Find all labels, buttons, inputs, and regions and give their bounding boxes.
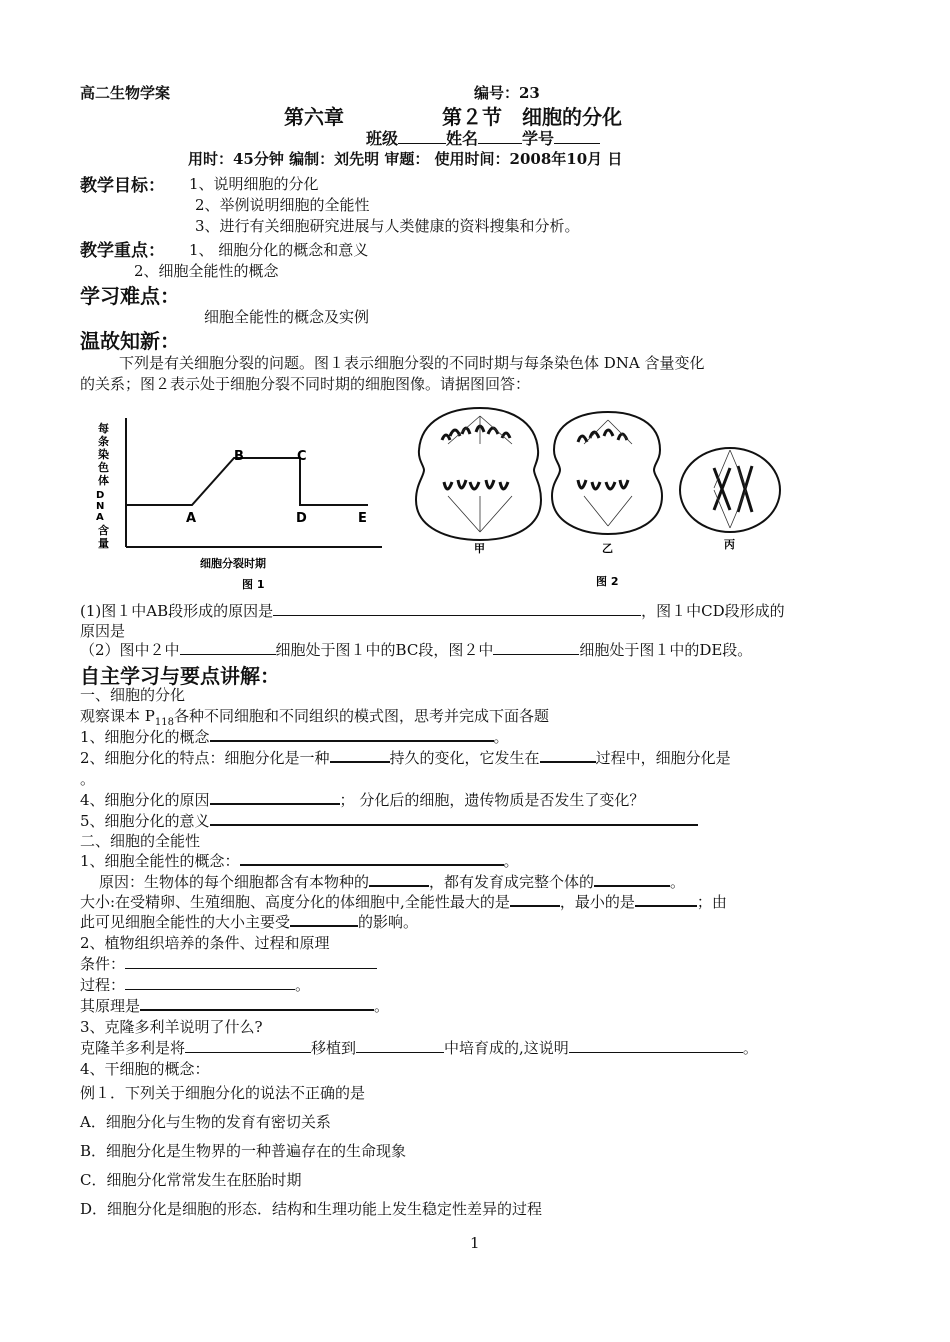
review-label: 温故知新： xyxy=(80,329,180,353)
course-title: 高二生物学案 xyxy=(80,84,171,102)
item-1-text: 1、细胞分化的概念 xyxy=(80,728,210,746)
item-2-text-a: 2、细胞分化的特点：细胞分化是一种 xyxy=(80,749,330,767)
size-text-c: ；由 xyxy=(696,893,727,911)
item-5-significance xyxy=(80,810,698,831)
point-a-label: A xyxy=(186,511,197,526)
key-points-label: 教学重点： xyxy=(80,241,165,261)
figure-1-caption: 图 1 xyxy=(242,578,265,591)
option-d: D．细胞分化是细胞的形态．结构和生理功能上发生稳定性差异的过程 xyxy=(80,1200,543,1218)
q1-text-a: (1)图１中AB段形成的原因是 xyxy=(80,602,274,620)
cell-bing xyxy=(680,448,780,532)
cell-jia xyxy=(416,408,541,540)
section-title: 第２节 细胞的分化 xyxy=(442,105,622,129)
q2-text-c: 细胞处于图１中的DE段。 xyxy=(579,641,753,659)
clone-answer-field-1[interactable] xyxy=(185,1038,311,1053)
goal-item-2: 2、举例说明细胞的全能性 xyxy=(195,196,370,214)
q2-text-b: 细胞处于图１中的BC段，图２中 xyxy=(275,641,494,659)
condition-line xyxy=(80,953,377,974)
item-4-text-b: ； 分化后的细胞，遗传物质是否发生了变化？ xyxy=(339,791,645,809)
option-a: A．细胞分化与生物的发育有密切关系 xyxy=(80,1113,331,1131)
item-4-text-a: 4、细胞分化的原因 xyxy=(80,791,210,809)
point-d-label: D xyxy=(296,511,307,526)
item-2-answer-field-2[interactable] xyxy=(540,747,596,763)
condition-answer-field[interactable] xyxy=(125,954,377,969)
item-2-answer-field-1[interactable] xyxy=(330,747,390,763)
reason-answer-field-2[interactable] xyxy=(594,871,670,887)
review-line-2: 的关系；图２表示处于细胞分裂不同时期的细胞图像。请据图回答： xyxy=(80,375,531,393)
item-4-reason xyxy=(80,789,644,810)
t1-answer-field[interactable] xyxy=(240,850,504,866)
self-study-label: 自主学习与要点讲解： xyxy=(80,664,280,688)
cell-jia-label: 甲 xyxy=(474,542,485,555)
principle-answer-field[interactable] xyxy=(140,995,374,1011)
review-line-1: 下列是有关细胞分裂的问题。图１表示细胞分裂的不同时期与每条染色体 DNA 含量变化 xyxy=(119,354,705,372)
clone-text-b: 移植到 xyxy=(311,1039,357,1057)
name-field[interactable] xyxy=(478,129,522,144)
observe-text-a: 观察课本 P xyxy=(80,707,155,725)
clone-answer-field-2[interactable] xyxy=(356,1038,444,1053)
size-answer-field-1[interactable] xyxy=(510,891,560,907)
reason-answer-field-1[interactable] xyxy=(369,871,429,887)
goal-item-1: 1、说明细胞的分化 xyxy=(189,175,319,193)
doc-number: 编号：23 xyxy=(474,84,540,102)
observe-page-number: 118 xyxy=(154,717,174,728)
student-no-label: 学号 xyxy=(522,129,555,148)
goals-label: 教学目标： xyxy=(80,176,165,196)
cell-bing-label: 丙 xyxy=(724,538,735,551)
figure-2-cell-images xyxy=(408,400,788,590)
totipotency-reason xyxy=(99,871,685,892)
cell-yi xyxy=(552,412,662,534)
key-point-2: 2、细胞全能性的概念 xyxy=(134,262,279,280)
clone-line xyxy=(80,1037,758,1058)
reason-text-a: 原因：生物体的每个细胞都含有本物种的 xyxy=(99,873,370,891)
q2-answer-field-1[interactable] xyxy=(180,640,276,655)
q1-text-c: 原因是 xyxy=(80,622,126,640)
difficulty-text: 细胞全能性的概念及实例 xyxy=(204,308,370,326)
process-label: 过程： xyxy=(80,976,126,994)
point-e-label: E xyxy=(358,511,367,526)
item-2-text-b: 持久的变化，它发生在 xyxy=(389,749,540,767)
process-answer-field[interactable] xyxy=(125,975,295,990)
q2-answer-field-2[interactable] xyxy=(493,640,579,655)
chapter-title: 第六章 xyxy=(284,105,344,129)
clone-text-c: 中培育成的,这说明 xyxy=(444,1039,569,1057)
size-text-d: 此可见细胞全能性的大小主要受 xyxy=(80,913,291,931)
dna-content-line xyxy=(126,458,368,505)
size-answer-field-2[interactable] xyxy=(635,891,697,907)
totipotency-size xyxy=(80,891,727,912)
size-text-e: 的影响。 xyxy=(358,913,419,931)
item-2-text-c: 过程中，细胞分化是 xyxy=(595,749,731,767)
figure-1-dna-chart xyxy=(92,410,392,595)
principle-line xyxy=(80,995,389,1016)
key-point-1: 1、 细胞分化的概念和意义 xyxy=(189,241,369,259)
totipotency-size-2 xyxy=(80,911,418,932)
class-label: 班级 xyxy=(366,129,399,148)
section-1-title: 一、细胞的分化 xyxy=(80,686,186,704)
clone-question: 3、克隆多利羊说明了什么? xyxy=(80,1018,263,1036)
tissue-culture-title: 2、植物组织培养的条件、过程和原理 xyxy=(80,934,330,952)
t1-text: 1、细胞全能性的概念： xyxy=(80,852,240,870)
meta-line: 用时：45分钟 编制：刘先明 审题： 使用时间：2008年10月 日 xyxy=(188,150,623,168)
point-b-label: B xyxy=(234,449,244,464)
item-1-answer-field[interactable] xyxy=(210,726,494,742)
q1-answer-field-1[interactable] xyxy=(273,601,641,616)
process-line xyxy=(80,974,310,995)
page-number: 1 xyxy=(470,1234,480,1252)
example-question: 例１．下列关于细胞分化的说法不正确的是 xyxy=(80,1084,366,1102)
totipotency-concept xyxy=(80,850,519,871)
item-5-text: 5、细胞分化的意义 xyxy=(80,812,210,830)
student-no-field[interactable] xyxy=(554,129,600,144)
student-info-line xyxy=(366,126,600,149)
t1-end: 。 xyxy=(503,852,519,870)
figure-1-y-label: 每条染色体 D N A 含量 xyxy=(96,422,109,550)
item-5-answer-field[interactable] xyxy=(210,810,698,826)
section-2-title: 二、细胞的全能性 xyxy=(80,832,201,850)
option-b: B．细胞分化是生物界的一种普遍存在的生命现象 xyxy=(80,1142,407,1160)
item-4-answer-field[interactable] xyxy=(210,789,340,805)
class-field[interactable] xyxy=(398,129,446,144)
condition-label: 条件： xyxy=(80,955,126,973)
figure-2-caption: 图 2 xyxy=(596,575,619,588)
item-2-end: 。 xyxy=(80,770,96,788)
review-q2 xyxy=(80,639,752,660)
size-text-b: ，最小的是 xyxy=(559,893,635,911)
difficulty-label: 学习难点： xyxy=(80,284,180,308)
clone-answer-field-3[interactable] xyxy=(569,1038,743,1053)
review-q1 xyxy=(80,600,785,621)
size-answer-field-3[interactable] xyxy=(290,911,358,927)
observe-text-b: 各种不同细胞和不同组织的模式图，思考并完成下面各题 xyxy=(173,707,549,725)
stem-cell-title: 4、干细胞的概念： xyxy=(80,1060,210,1078)
size-text-a: 大小:在受精卵、生殖细胞、高度分化的体细胞中,全能性最大的是 xyxy=(80,893,510,911)
goal-item-3: 3、进行有关细胞研究进展与人类健康的资料搜集和分析。 xyxy=(195,217,580,235)
point-c-label: C xyxy=(297,449,307,464)
name-label: 姓名 xyxy=(446,129,479,148)
item-1-concept xyxy=(80,726,509,747)
q2-text-a: （2）图中２中 xyxy=(80,641,180,659)
reason-text-b: ，都有发育成完整个体的 xyxy=(429,873,595,891)
principle-label: 其原理是 xyxy=(80,997,141,1015)
clone-text-d: 。 xyxy=(742,1039,758,1057)
reason-text-c: 。 xyxy=(670,873,686,891)
figure-1-x-label: 细胞分裂时期 xyxy=(200,557,266,570)
clone-text-a: 克隆羊多利是将 xyxy=(80,1039,186,1057)
principle-end: 。 xyxy=(374,997,390,1015)
observe-line xyxy=(80,705,549,728)
q1-text-b: ，图１中CD段形成的 xyxy=(641,602,785,620)
item-2-features xyxy=(80,747,731,768)
cell-yi-label: 乙 xyxy=(602,542,613,555)
item-1-end: 。 xyxy=(493,728,509,746)
option-c: C．细胞分化常常发生在胚胎时期 xyxy=(80,1171,302,1189)
process-end: 。 xyxy=(295,976,311,994)
